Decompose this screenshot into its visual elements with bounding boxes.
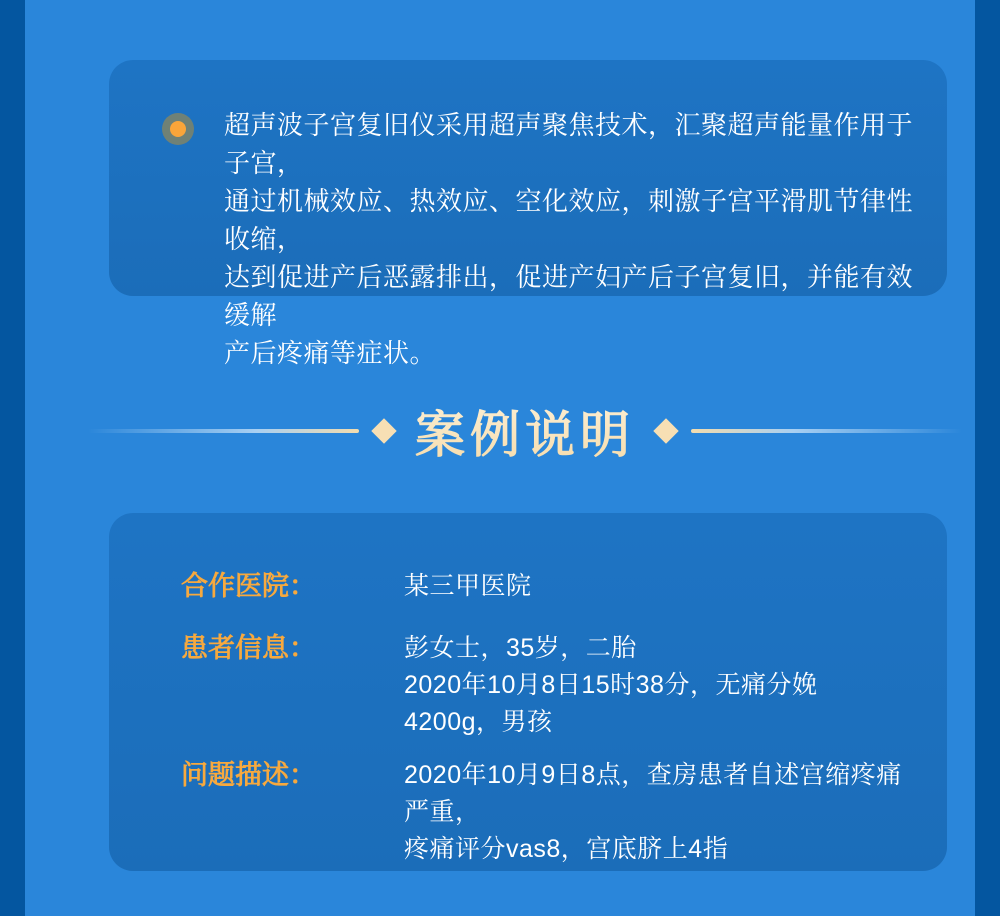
problem-value — [333, 757, 907, 868]
bullet-ring-icon — [162, 113, 194, 145]
section-divider — [50, 398, 1000, 464]
patient-value-line-2: 2020年10月8日15时38分，无痛分娩4200g，男孩 — [404, 671, 818, 736]
divider-line-right — [691, 429, 962, 433]
patient-value — [333, 630, 907, 741]
case-row-problem — [181, 757, 907, 868]
page-background — [25, 0, 975, 916]
hospital-label: 合作医院： — [181, 571, 316, 601]
intro-line-3: 达到促进产后恶露排出，促进产妇产后子宫复旧，并能有效缓解 — [224, 262, 914, 330]
hospital-value — [333, 568, 532, 605]
problem-label: 问题描述： — [181, 760, 316, 790]
intro-line-1: 超声波子宫复旧仪采用超声聚焦技术，汇聚超声能量作用于子宫， — [224, 110, 914, 178]
diamond-icon-right — [653, 418, 678, 443]
intro-content — [109, 60, 947, 372]
section-title: 案例说明 — [409, 395, 641, 467]
diamond-icon-left — [371, 418, 396, 443]
case-row-patient — [181, 630, 907, 741]
case-row-hospital — [181, 568, 907, 605]
intro-line-2: 通过机械效应、热效应、空化效应，刺激子宫平滑肌节律性收缩， — [224, 186, 914, 254]
hospital-value-line-1: 某三甲医院 — [404, 572, 532, 600]
case-card — [109, 513, 947, 871]
bullet-dot-icon — [170, 121, 186, 137]
intro-card — [109, 60, 947, 368]
problem-value-line-1: 2020年10月9日8点，查房患者自述宫缩疼痛严重， — [404, 761, 902, 826]
intro-line-4: 产后疼痛等症状。 — [224, 338, 437, 368]
patient-label: 患者信息： — [181, 633, 316, 663]
patient-value-line-1: 彭女士，35岁，二胎 — [404, 634, 637, 662]
problem-value-line-2: 疼痛评分vas8，宫底脐上4指 — [404, 835, 729, 863]
intro-paragraph — [224, 106, 923, 372]
divider-line-left — [88, 429, 359, 433]
